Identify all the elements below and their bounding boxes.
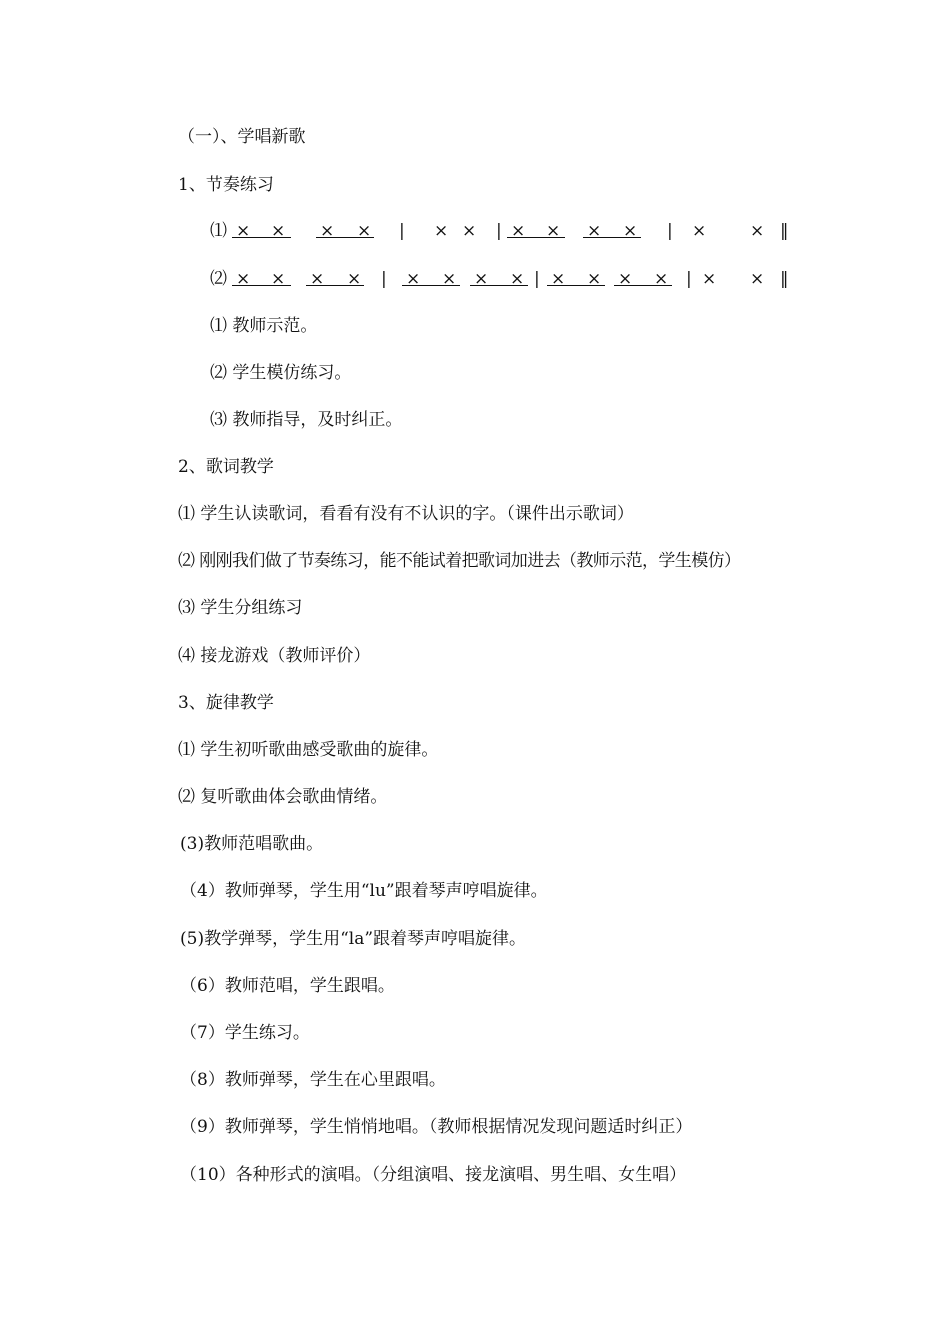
part2-step-2: ⑵ 刚刚我们做了节奏练习，能不能试着把歌词加进去（教师示范，学生模仿） (178, 551, 741, 571)
rhythm-mark: × (587, 221, 602, 241)
rhythm-1-label: ⑴ (210, 221, 227, 241)
part3-step-8: （8）教师弹琴，学生在心里跟唱。 (180, 1070, 446, 1090)
part3-step-2: ⑵ 复听歌曲体会歌曲情绪。 (178, 787, 388, 807)
rhythm-mark: × (462, 221, 477, 241)
rhythm-mark: × (236, 221, 251, 241)
beam-underline (583, 237, 641, 238)
beam-underline (316, 237, 374, 238)
rhythm-mark: × (271, 269, 286, 289)
rhythm-mark: × (406, 269, 421, 289)
rhythm-mark: × (654, 269, 669, 289)
part3-step-5: (5)教学弹琴，学生用“la”跟着琴声哼唱旋律。 (180, 929, 527, 949)
beam-underline (614, 285, 672, 286)
rhythm-mark: × (474, 269, 489, 289)
part1-step-3: ⑶ 教师指导，及时纠正。 (210, 410, 403, 430)
rhythm-mark: × (618, 269, 633, 289)
rhythm-mark: × (510, 269, 525, 289)
part3-step-6: （6）教师范唱，学生跟唱。 (180, 976, 395, 996)
beam-underline (306, 285, 364, 286)
rhythm-mark: × (434, 221, 449, 241)
double-bar-line: ‖ (780, 221, 789, 241)
part3-step-7: （7）学生练习。 (180, 1023, 310, 1043)
rhythm-mark: × (702, 269, 717, 289)
rhythm-mark: × (750, 269, 765, 289)
rhythm-mark: × (551, 269, 566, 289)
beam-underline (232, 237, 291, 238)
rhythm-mark: × (347, 269, 362, 289)
rhythm-mark: × (236, 269, 251, 289)
part3-heading: 3、旋律教学 (178, 693, 274, 713)
beam-underline (547, 285, 605, 286)
part2-step-1: ⑴ 学生认读歌词，看看有没有不认识的字。（课件出示歌词） (178, 504, 634, 524)
rhythm-mark: × (587, 269, 602, 289)
part3-step-9: （9）教师弹琴，学生悄悄地唱。（教师根据情况发现问题适时纠正） (180, 1117, 693, 1137)
part1-heading: 1、节奏练习 (178, 175, 274, 195)
rhythm-mark: × (692, 221, 707, 241)
part2-heading: 2、歌词教学 (178, 457, 274, 477)
rhythm-mark: × (271, 221, 286, 241)
rhythm-mark: × (546, 221, 561, 241)
rhythm-mark: × (511, 221, 526, 241)
part3-step-4: （4）教师弹琴，学生用“lu”跟着琴声哼唱旋律。 (180, 881, 548, 901)
part3-step-1: ⑴ 学生初听歌曲感受歌曲的旋律。 (178, 740, 439, 760)
part3-step-10: （10）各种形式的演唱。（分组演唱、接龙演唱、男生唱、女生唱） (180, 1165, 687, 1185)
part3-step-3: (3)教师范唱歌曲。 (180, 834, 324, 854)
rhythm-mark: × (750, 221, 765, 241)
bar-line: | (381, 269, 387, 289)
part2-step-3: ⑶ 学生分组练习 (178, 598, 303, 618)
rhythm-mark: × (357, 221, 372, 241)
section-title: （一）、学唱新歌 (178, 127, 306, 147)
rhythm-mark: × (320, 221, 335, 241)
bar-line: | (534, 269, 540, 289)
rhythm-mark: × (623, 221, 638, 241)
bar-line: | (667, 221, 673, 241)
bar-line: | (496, 221, 502, 241)
rhythm-2-label: ⑵ (210, 269, 227, 289)
bar-line: | (686, 269, 692, 289)
beam-underline (402, 285, 460, 286)
part2-step-4: ⑷ 接龙游戏（教师评价） (178, 646, 371, 666)
bar-line: | (399, 221, 405, 241)
part1-step-1: ⑴ 教师示范。 (210, 316, 318, 336)
part1-step-2: ⑵ 学生模仿练习。 (210, 363, 352, 383)
beam-underline (232, 285, 291, 286)
beam-underline (507, 237, 565, 238)
beam-underline (470, 285, 528, 286)
double-bar-line: ‖ (780, 269, 789, 289)
rhythm-mark: × (310, 269, 325, 289)
rhythm-mark: × (442, 269, 457, 289)
